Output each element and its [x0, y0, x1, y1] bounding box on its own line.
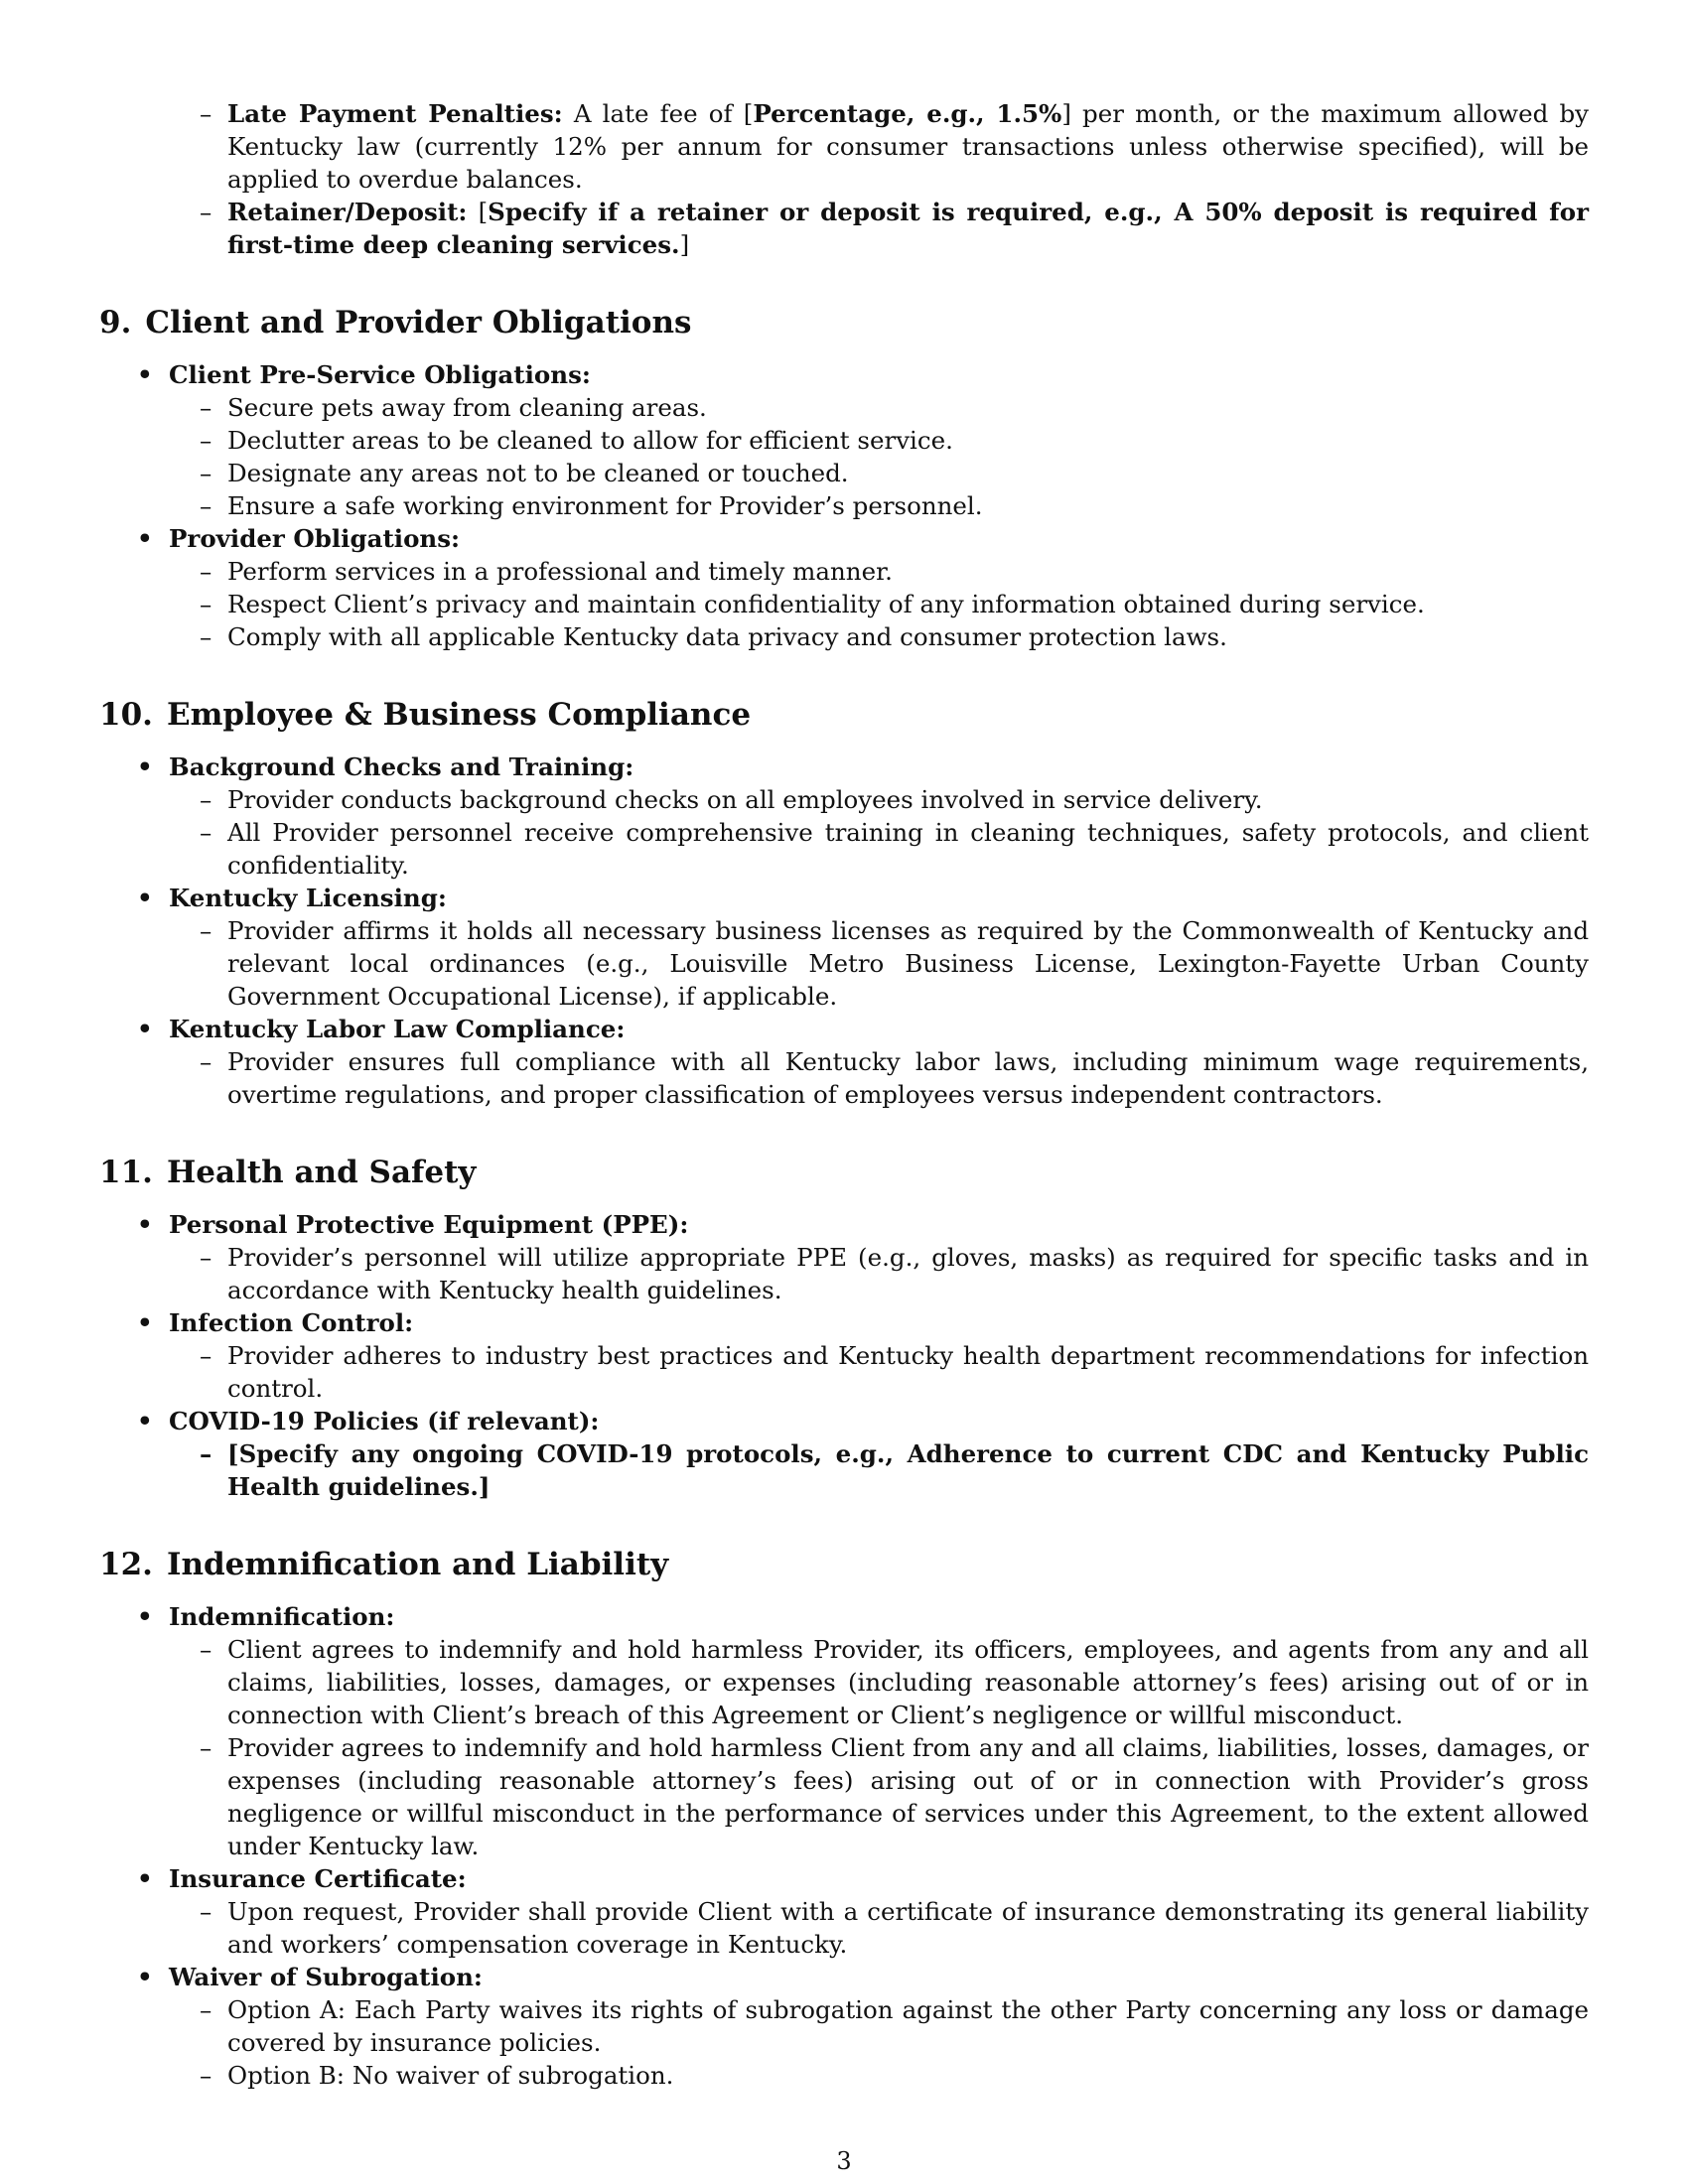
section-heading [99, 1545, 1589, 1584]
sub-list [99, 1045, 1589, 1111]
item-title: • Insurance Certificate: [99, 1862, 1589, 1895]
item-title: • Indemnification: [99, 1600, 1589, 1633]
section-list [99, 1208, 1589, 1503]
item-label: Late Payment Penalties: [227, 99, 563, 128]
section-list [99, 358, 1589, 653]
list-item [99, 1862, 1589, 1961]
item-title: • Personal Protective Equipment (PPE): [99, 1208, 1589, 1241]
sub-list-item: – All Provider personnel receive comprehensive training in cleaning techniques, safety protocols, and client confidentiality. [99, 816, 1589, 882]
section-number: 12. [99, 1547, 153, 1582]
list-item [99, 1013, 1589, 1111]
section-number: 9. [99, 305, 132, 341]
item-text: ] per month, or the maximum allowed by Kentucky law (currently 12% per annum for consumer transactions unless otherwise specified), will be applied to overdue balances. [227, 99, 1589, 194]
sub-list-item: – [Specify any ongoing COVID-19 protocols, e.g., Adherence to current CDC and Kentucky Public Health guidelines.] [99, 1437, 1589, 1503]
page-number: 3 [836, 2147, 852, 2175]
sub-list-item: – Provider conducts background checks on all employees involved in service delivery. [99, 783, 1589, 816]
sections-container [99, 303, 1589, 2092]
section-heading [99, 303, 1589, 342]
list-item-late-payment [99, 97, 1589, 196]
item-text: A late fee of [ [562, 99, 754, 128]
sub-list-item: – Respect Client’s privacy and maintain confidentiality of any information obtained during service. [99, 588, 1589, 620]
sub-list-item: – Declutter areas to be cleaned to allow for efficient service. [99, 424, 1589, 457]
section-title: Indemnification and Liability [166, 1547, 669, 1582]
section-heading [99, 695, 1589, 735]
sub-list [99, 1993, 1589, 2092]
sub-list [99, 1437, 1589, 1503]
sub-list-item: – Upon request, Provider shall provide Client with a certificate of insurance demonstrating its general liability and workers’ compensation coverage in Kentucky. [99, 1895, 1589, 1961]
item-title: • Background Checks and Training: [99, 751, 1589, 783]
section-number: 10. [99, 697, 153, 733]
sub-list-item: – Provider’s personnel will utilize appropriate PPE (e.g., gloves, masks) as required for specific tasks and in accordance with Kentucky health guidelines. [99, 1241, 1589, 1306]
sub-list [99, 914, 1589, 1013]
sub-list-item: – Comply with all applicable Kentucky data privacy and consumer protection laws. [99, 620, 1589, 653]
sub-list-item: – Option B: No waiver of subrogation. [99, 2059, 1589, 2092]
section-title: Client and Provider Obligations [145, 305, 692, 341]
list-item [99, 1405, 1589, 1503]
intro-list [99, 97, 1589, 261]
list-item [99, 1961, 1589, 2092]
sub-list-item: – Provider agrees to indemnify and hold harmless Client from any and all claims, liabilities, losses, damages, or expenses (including reasonable attorney’s fees) arising out of or in connection with Provider’s gross negligence or willful misconduct in the performance of services under this Agreement, to the extent allowed under Kentucky law. [99, 1731, 1589, 1862]
item-emphasis: Percentage, e.g., 1.5% [753, 99, 1062, 128]
list-item [99, 358, 1589, 522]
item-title: • Kentucky Licensing: [99, 882, 1589, 914]
section-number: 11. [99, 1155, 153, 1190]
list-item [99, 1208, 1589, 1306]
list-item-retainer [99, 196, 1589, 261]
sub-list [99, 1633, 1589, 1862]
sub-list [99, 783, 1589, 882]
section-title: Health and Safety [166, 1155, 477, 1190]
list-item [99, 1600, 1589, 1862]
sub-list-item: – Provider adheres to industry best practices and Kentucky health department recommendations for infection control. [99, 1339, 1589, 1405]
item-title: • Infection Control: [99, 1306, 1589, 1339]
item-emphasis: Specify if a retainer or deposit is required, e.g., A 50% deposit is required for first-time deep cleaning services. [227, 198, 1589, 259]
sub-list [99, 391, 1589, 522]
sub-list-item: – Provider ensures full compliance with all Kentucky labor laws, including minimum wage requirements, overtime regulations, and proper classification of employees versus independent contractors. [99, 1045, 1589, 1111]
item-label: Retainer/Deposit: [227, 198, 468, 226]
sub-list [99, 1895, 1589, 1961]
item-text: ] [679, 230, 690, 259]
item-title: • Waiver of Subrogation: [99, 1961, 1589, 1993]
section-list [99, 1600, 1589, 2092]
section-heading [99, 1153, 1589, 1192]
item-text: [ [467, 198, 489, 226]
sub-list-item: – Client agrees to indemnify and hold harmless Provider, its officers, employees, and agents from any and all claims, liabilities, losses, damages, or expenses (including reasonable attorney’s fees) arising out of or in connection with Client’s breach of this Agreement or Client’s negligence or willful misconduct. [99, 1633, 1589, 1731]
section-title: Employee & Business Compliance [166, 697, 752, 733]
sub-list-item: – Option A: Each Party waives its rights of subrogation against the other Party concerning any loss or damage covered by insurance policies. [99, 1993, 1589, 2059]
sub-list [99, 1339, 1589, 1405]
sub-list-item: – Designate any areas not to be cleaned or touched. [99, 457, 1589, 489]
sub-list-item: – Ensure a safe working environment for Provider’s personnel. [99, 489, 1589, 522]
sub-list-item: – Provider affirms it holds all necessary business licenses as required by the Commonwealth of Kentucky and relevant local ordinances (e.g., Louisville Metro Business License, Lexington-Fayette Urban County Government Occupational License), if applicable. [99, 914, 1589, 1013]
list-item [99, 751, 1589, 882]
sub-list-item: – Perform services in a professional and timely manner. [99, 555, 1589, 588]
section-list [99, 751, 1589, 1111]
item-title: • Provider Obligations: [99, 522, 1589, 555]
document-page [99, 97, 1589, 2092]
item-title: • Client Pre-Service Obligations: [99, 358, 1589, 391]
list-item [99, 882, 1589, 1013]
list-item [99, 1306, 1589, 1405]
sub-list [99, 555, 1589, 653]
sub-list-item: – Secure pets away from cleaning areas. [99, 391, 1589, 424]
sub-list [99, 1241, 1589, 1306]
item-title: • Kentucky Labor Law Compliance: [99, 1013, 1589, 1045]
list-item [99, 522, 1589, 653]
item-title: • COVID-19 Policies (if relevant): [99, 1405, 1589, 1437]
